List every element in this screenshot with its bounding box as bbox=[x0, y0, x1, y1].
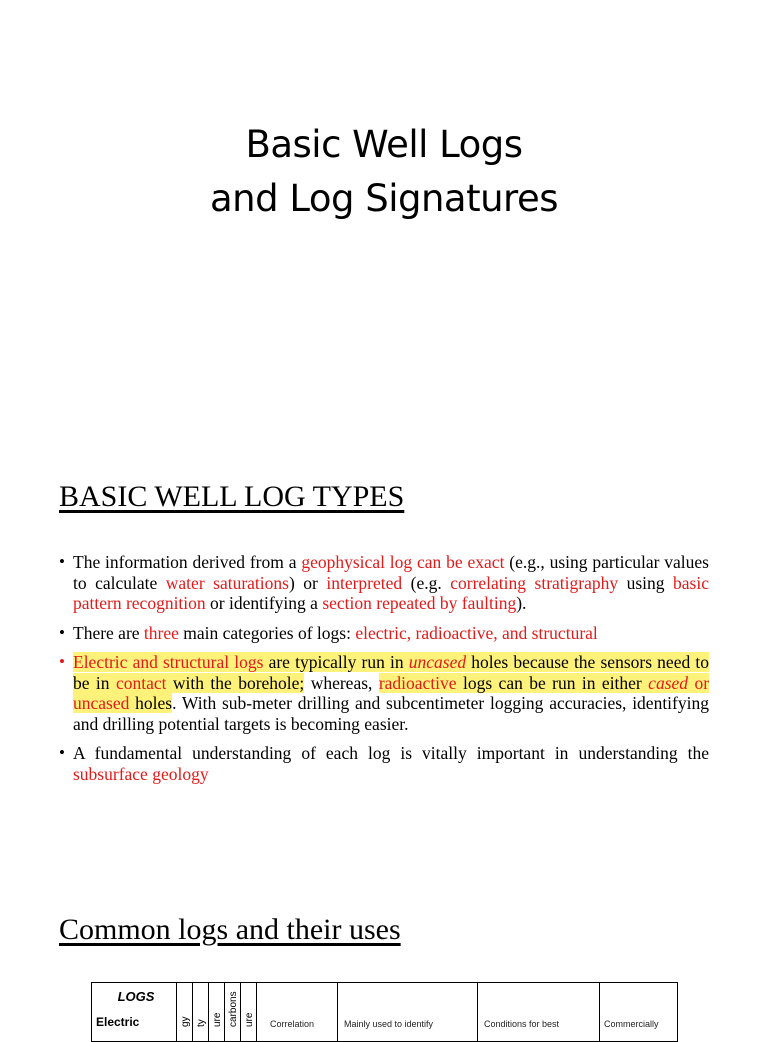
bullet-text-segment: whereas, bbox=[304, 672, 379, 693]
bullet-text-segment: radioactive bbox=[378, 672, 457, 693]
table-row-label: Electric bbox=[96, 1015, 140, 1029]
bullet-text-segment: There are bbox=[73, 622, 144, 643]
bullet-text-segment: logs can be run in either bbox=[456, 672, 649, 693]
bullet-item bbox=[59, 652, 709, 734]
bullet-text-segment: holes because the sensors need to be in bbox=[73, 652, 709, 693]
bullet-text-segment: subsurface geology bbox=[73, 763, 209, 784]
bullet-text-segment: or uncased bbox=[73, 672, 710, 713]
bullet-text-segment: uncased bbox=[408, 652, 467, 672]
bullet-text-segment: ). bbox=[516, 593, 527, 613]
bullet-text-segment: main categories of logs: bbox=[178, 622, 356, 643]
table-column-divider bbox=[192, 983, 193, 1041]
bullet-text-segment: The information derived from a bbox=[73, 552, 302, 572]
bullet-text-segment: electric, radioactive, and structural bbox=[355, 622, 598, 643]
bullet-text-segment: geophysical log can be exact bbox=[301, 552, 505, 572]
table-cell: Commercially bbox=[604, 1019, 659, 1029]
bullet-text-segment: section repeated by faulting bbox=[322, 593, 517, 613]
bullet-dot-icon: • bbox=[59, 622, 65, 642]
bullet-text-segment: A fundamental understanding of each log is vitally important in understanding the bbox=[73, 743, 709, 763]
title-line-2: and Log Signatures bbox=[210, 177, 558, 220]
section-heading: Common logs and their uses bbox=[59, 913, 401, 946]
bullet-dot-icon: • bbox=[59, 743, 65, 762]
table-cell: Correlation bbox=[270, 1019, 315, 1029]
table-column-divider bbox=[256, 983, 257, 1041]
rotated-header: carbons bbox=[228, 991, 239, 1027]
bullet-dot-icon: • bbox=[59, 552, 65, 571]
table-column-divider bbox=[477, 983, 478, 1041]
rotated-header: ure bbox=[212, 1012, 223, 1027]
bullet-text-segment: basic pattern recognition bbox=[73, 572, 709, 613]
table-column-divider bbox=[224, 983, 225, 1041]
bullet-item bbox=[59, 743, 709, 784]
bullet-text-segment: using bbox=[618, 572, 674, 593]
bullet-text-segment: interpreted bbox=[326, 572, 403, 593]
slide-title bbox=[0, 118, 768, 226]
rotated-header: ty bbox=[196, 1019, 207, 1027]
table-column-divider bbox=[208, 983, 209, 1041]
bullet-text-segment: Electric and structural logs bbox=[73, 652, 264, 672]
bullet-text-segment: correlating stratigraphy bbox=[450, 572, 619, 593]
common-logs-slide bbox=[0, 865, 768, 1029]
table-cell: Conditions for best bbox=[484, 1019, 560, 1029]
log-types-slide bbox=[0, 420, 768, 865]
title-slide bbox=[0, 0, 768, 420]
bullet-text-segment: or identifying a bbox=[205, 593, 323, 613]
bullet-text-segment: . With sub-meter drilling and subcentimeter logging accuracies, identifying and drilling potential targets is becoming easier. bbox=[73, 693, 709, 734]
rotated-header: ure bbox=[244, 1012, 255, 1027]
table-cell: Mainly used to identify bbox=[344, 1019, 434, 1029]
title-line-1: Basic Well Logs bbox=[245, 123, 523, 166]
table-column-divider bbox=[599, 983, 600, 1041]
bullet-text-segment: holes bbox=[129, 693, 173, 713]
bullet-text-segment: contact bbox=[115, 672, 167, 693]
rotated-header: gy bbox=[180, 1016, 191, 1027]
bullet-text-segment: cased bbox=[648, 672, 689, 693]
table-header-logs: LOGS bbox=[117, 989, 155, 1004]
table-column-divider bbox=[240, 983, 241, 1041]
bullet-text-segment: (e.g. bbox=[402, 572, 451, 593]
bullet-text-segment: three bbox=[143, 622, 179, 643]
bullet-text-segment: (e.g., using particular values to calculate bbox=[73, 552, 709, 593]
bullet-item bbox=[59, 552, 709, 614]
bullet-text-segment: are typically run in bbox=[263, 652, 409, 672]
bullet-text-segment: water saturations bbox=[165, 572, 289, 593]
bullet-text-segment: with the borehole; bbox=[166, 672, 305, 693]
logs-table bbox=[91, 982, 678, 1042]
table-column-divider bbox=[176, 983, 177, 1041]
bullet-text-segment: ) or bbox=[288, 572, 327, 593]
table-column-divider bbox=[337, 983, 338, 1041]
section-heading: BASIC WELL LOG TYPES bbox=[59, 480, 405, 513]
bullet-dot-icon: • bbox=[59, 652, 65, 671]
bullet-list bbox=[59, 552, 709, 793]
bullet-item bbox=[59, 623, 709, 644]
